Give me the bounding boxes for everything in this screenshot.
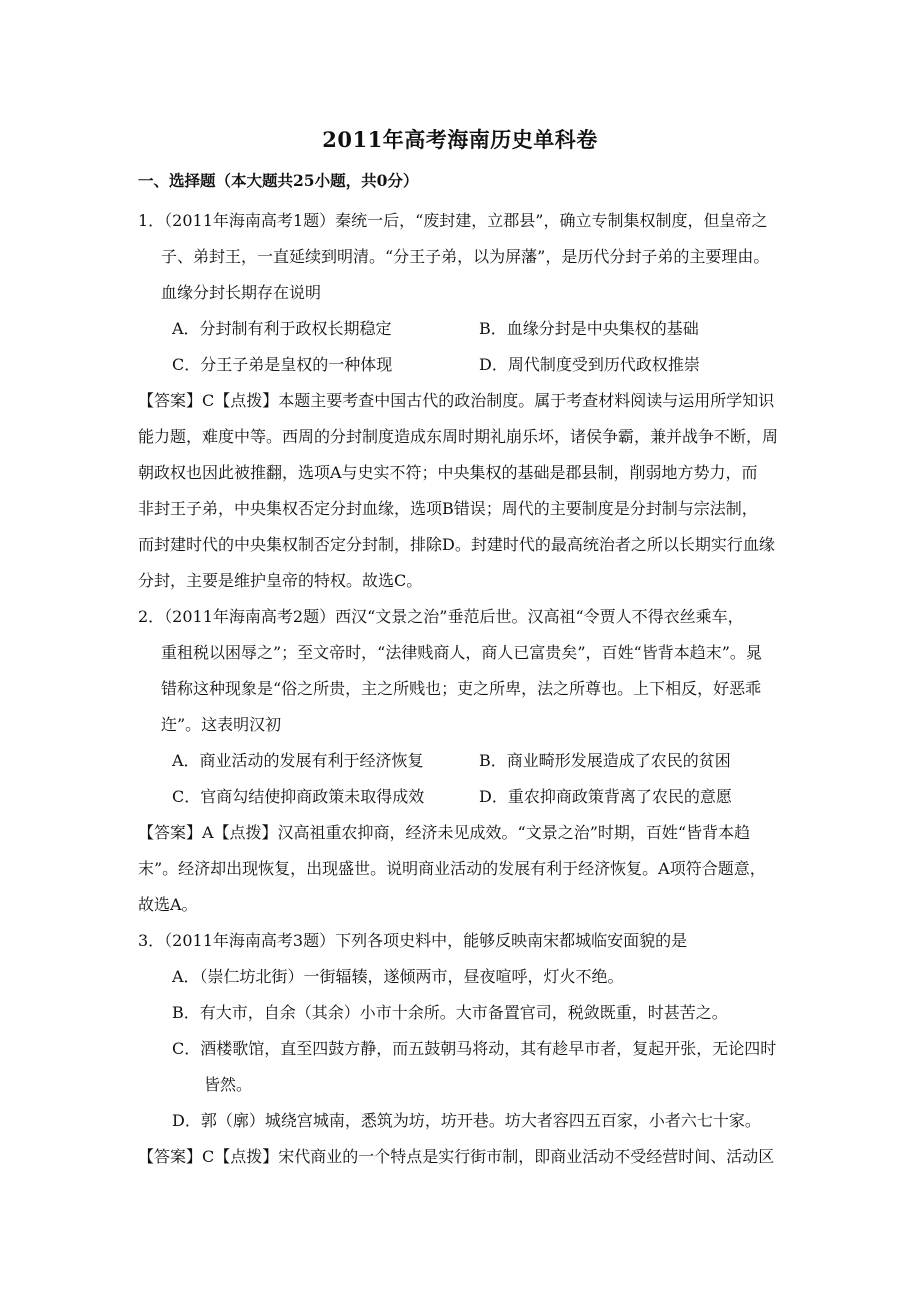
question-3-answer-line-1: 【答案】C【点拨】宋代商业的一个特点是实行街市制，即商业活动不受经营时间、活动区 xyxy=(138,1147,775,1166)
question-2-answer-line-3: 故选A。 xyxy=(138,895,198,914)
question-1-line-2: 子、弟封王，一直延续到明清。“分王子弟，以为屏藩”，是历代分封子弟的主要理由。 xyxy=(161,247,770,266)
question-2-option-a: A．商业活动的发展有利于经济恢复 xyxy=(172,751,424,770)
question-3-line-1: 3．（2011年海南高考3题）下列各项史料中，能够反映南宋都城临安面貌的是 xyxy=(138,931,688,950)
question-1-option-c: C．分王子弟是皇权的一种体现 xyxy=(172,355,393,374)
question-2-option-c: C．官商勾结使抑商政策未取得成效 xyxy=(172,787,425,806)
question-3-option-d: D．郭（廓）城绕宫城南，悉筑为坊，坊开巷。坊大者容四五百家，小者六七十家。 xyxy=(172,1111,761,1130)
question-1-answer-line-4: 非封王子弟，中央集权否定分封血缘，选项B错误；周代的主要制度是分封制与宗法制， xyxy=(138,499,758,518)
question-1-line-3: 血缘分封长期存在说明 xyxy=(161,283,322,302)
question-3-option-b: B．有大市，自余（其余）小市十余所。大市备置官司，税敛既重，时甚苦之。 xyxy=(172,1003,728,1022)
question-1-line-1: 1．（2011年海南高考1题）秦统一后，“废封建，立郡县”，确立专制集权制度，但皇帝之 xyxy=(138,211,768,230)
question-1-answer-line-6: 分封，主要是维护皇帝的特权。故选C。 xyxy=(138,571,423,590)
question-3-option-a: A．（崇仁坊北街）一街辐辏，遂倾两市，昼夜喧呼，灯火不绝。 xyxy=(172,967,624,986)
question-3-option-c-line-2: 皆然。 xyxy=(204,1075,253,1094)
section-heading: 一、选择题（本大题共25小题，共0分） xyxy=(138,171,419,190)
question-2-line-2: 重租税以困辱之”；至文帝时，“法律贱商人，商人已富贵矣”，百姓“皆背本趋末”。晁 xyxy=(161,643,762,662)
question-2-answer-line-1: 【答案】A【点拨】汉高祖重农抑商，经济未见成效。“文景之治”时期，百姓“皆背本趋 xyxy=(138,823,751,842)
question-2-option-b: B．商业畸形发展造成了农民的贫困 xyxy=(479,751,731,770)
question-1-option-b: B．血缘分封是中央集权的基础 xyxy=(479,319,699,338)
page-title: 2011年高考海南历史单科卷 xyxy=(322,127,598,152)
question-1-answer-line-5: 而封建时代的中央集权制否定分封制，排除D。封建时代的最高统治者之所以长期实行血缘 xyxy=(138,535,775,554)
question-1-answer-line-1: 【答案】C【点拨】本题主要考查中国古代的政治制度。属于考查材料阅读与运用所学知识 xyxy=(138,391,775,410)
question-1-answer-line-3: 朝政权也因此被推翻，选项A与史实不符；中央集权的基础是郡县制，削弱地方势力，而 xyxy=(138,463,758,482)
question-3-option-c-line-1: C．酒楼歌馆，直至四鼓方静，而五鼓朝马将动，其有趁早市者，复起开张，无论四时 xyxy=(172,1039,777,1058)
question-2-answer-line-2: 末”。经济却出现恢复，出现盛世。说明商业活动的发展有利于经济恢复。A项符合题意， xyxy=(138,859,766,878)
question-2-line-1: 2．（2011年海南高考2题）西汉“文景之治”垂范后世。汉高祖“令贾人不得衣丝乘车， xyxy=(138,607,744,626)
question-2-line-4: 迕”。这表明汉初 xyxy=(161,715,282,734)
question-2-line-3: 错称这种现象是“俗之所贵，主之所贱也；吏之所卑，法之所尊也。上下相反，好恶乖 xyxy=(161,679,762,698)
question-1-option-d: D．周代制度受到历代政权推崇 xyxy=(479,355,700,374)
question-1-option-a: A．分封制有利于政权长期稳定 xyxy=(172,319,392,338)
question-1-answer-line-2: 能力题，难度中等。西周的分封制度造成东周时期礼崩乐坏，诸侯争霸，兼并战争不断，周 xyxy=(138,427,779,446)
question-2-option-d: D．重农抑商政策背离了农民的意愿 xyxy=(479,787,732,806)
